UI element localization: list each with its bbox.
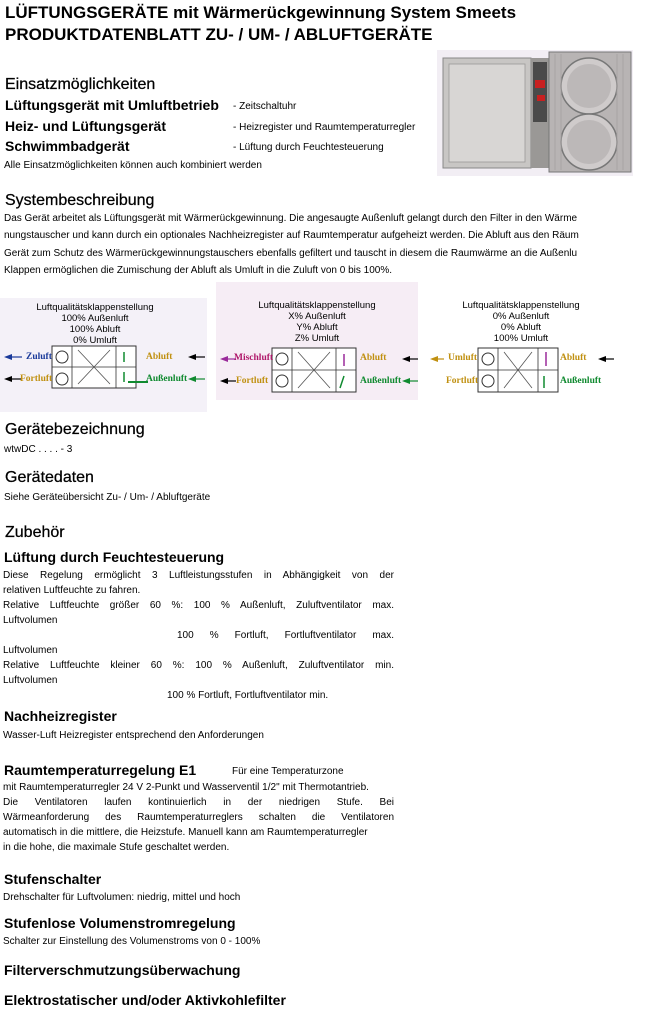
diagram-2-left-top: Mischluft [234, 353, 274, 363]
feuchte-line-8: Luftvolumen [3, 675, 58, 686]
diagram-1-line-2: 100% Abluft [69, 324, 121, 335]
diagram-3-left-bottom: Fortluft [446, 376, 479, 386]
feuchte-line-7: Relative Luftfeuchte kleiner 60 %: 100 % Außenluft, Zuluftventilator min. [3, 660, 394, 671]
nachheiz-heading: Nachheizregister [4, 708, 117, 724]
raumtemp-line-3: Wärmeanforderung des Raumtemperaturreglers schalten die Ventilatoren [3, 812, 394, 823]
diagram-3-right-bottom: Außenluft [560, 376, 602, 386]
diagram-1-line-3: 0% Umluft [73, 335, 117, 346]
system-text [4, 210, 626, 279]
raumtemp-line-1: mit Raumtemperaturregler 24 V 2-Punkt und Wasserventil 1/2" mit Thermotantrieb. [3, 782, 369, 793]
title-line-1: LÜFTUNGSGERÄTE mit Wärmerückgewinnung System Smeets [5, 3, 517, 22]
diagram-2-line-2: Y% Abluft [296, 322, 338, 333]
diagram-2-line-3: Z% Umluft [294, 333, 340, 344]
feuchte-line-1: Diese Regelung ermöglicht 3 Luftleistungsstufen in Abhängigkeit von der [3, 570, 394, 581]
einsatz-item-3-name: Schwimmbadgerät [5, 138, 130, 154]
geraetedaten-heading: Gerätedaten [5, 469, 94, 486]
feuchte-line-2: relativen Luftfeuchte zu fahren. [3, 585, 141, 596]
diagram-1 [0, 298, 207, 412]
diagram-1-line-1: 100% Außenluft [61, 313, 129, 324]
diagram-2-title: Luftqualitätsklappenstellung [258, 300, 376, 311]
system-line-3: Gerät zum Schutz des Wärmerückgewinnungstauschers ebenfalls gefiltert und tauscht in diesem die Raumwärme an die Außenlu [4, 247, 578, 259]
einsatz-note: Alle Einsatzmöglichkeiten können auch kombiniert werden [4, 160, 262, 171]
filter-heading: Filterverschmutzungsüberwachung [4, 962, 241, 978]
feuchte-line-9: 100 % Fortluft, Fortluftventilator min. [167, 690, 329, 701]
diagram-1-left-bottom: Fortluft [20, 374, 53, 384]
einsatz-item-2-desc: - Heizregister und Raumtemperaturregler [233, 122, 416, 133]
diagram-1-right-top: Abluft [146, 352, 173, 362]
diagram-2-line-1: X% Außenluft [288, 311, 346, 322]
raumtemp-line-5: in die hohe, die maximale Stufe geschaltet werden. [3, 842, 230, 853]
feuchte-line-6: Luftvolumen [3, 645, 58, 656]
diagram-2 [216, 282, 418, 400]
diagram-1-title: Luftqualitätsklappenstellung [36, 302, 154, 313]
raumtemp-subtitle: Für eine Temperaturzone [232, 766, 344, 777]
diagram-2-right-bottom: Außenluft [360, 376, 402, 386]
diagram-3-line-2: 0% Abluft [500, 322, 542, 333]
diagram-1-left-top: Zuluft [26, 352, 52, 362]
einsatz-item-2-name: Heiz- und Lüftungsgerät [5, 118, 166, 134]
diagram-3-title: Luftqualitätsklappenstellung [462, 300, 580, 311]
raumtemp-heading: Raumtemperaturregelung E1 [4, 762, 197, 778]
diagram-3-left-top: Umluft [448, 353, 478, 363]
system-line-4: Klappen ermöglichen die Zumischung der Abluft als Umluft in die Zuluft von 0 bis 100%. [4, 264, 392, 276]
diagram-2-left-bottom: Fortluft [236, 376, 269, 386]
raumtemp-line-2: Die Ventilatoren laufen kontinuierlich in der niedrigen Stufe. Bei [3, 797, 394, 808]
diagram-3 [428, 298, 614, 398]
zubehoer-heading: Zubehör [5, 524, 65, 541]
raumtemp-line-4: automatisch in die mittlere, die Heizstufe. Manuell kann am Raumtemperaturregler [3, 827, 368, 838]
einsatz-item-1-desc: - Zeitschaltuhr [233, 101, 297, 112]
geraetebezeichnung-heading: Gerätebezeichnung [5, 421, 145, 438]
feuchte-line-5: 100 % Fortluft, Fortluftventilator max. [177, 630, 394, 641]
title-line-2: PRODUKTDATENBLATT ZU- / UM- / ABLUFTGERÄTE [5, 25, 433, 44]
system-line-1: Das Gerät arbeitet als Lüftungsgerät mit Wärmerückgewinnung. Die angesaugte Außenluft gelangt durch den Filter in den Wärme [4, 213, 578, 224]
einsatz-heading: Einsatzmöglichkeiten [5, 76, 156, 93]
einsatz-item-3-desc: - Lüftung durch Feuchtesteuerung [233, 142, 384, 153]
geraetebezeichnung-value: wtwDC . . . . - 3 [4, 444, 73, 455]
feuchte-line-4: Luftvolumen [3, 615, 58, 626]
diagram-2-right-top: Abluft [360, 353, 387, 363]
diagram-3-line-3: 100% Umluft [493, 333, 549, 344]
einsatz-item-1-name: Lüftungsgerät mit Umluftbetrieb [5, 97, 219, 113]
feuchte-heading: Lüftung durch Feuchtesteuerung [4, 549, 225, 565]
stufenlos-heading: Stufenlose Volumenstromregelung [4, 915, 236, 931]
diagram-3-line-1: 0% Außenluft [492, 311, 550, 322]
diagram-1-right-bottom: Außenluft [146, 374, 188, 384]
stufenlos-text: Schalter zur Einstellung des Volumenstroms von 0 - 100% [3, 936, 261, 947]
elektro-heading: Elektrostatischer und/oder Aktivkohlefilter [4, 992, 286, 1008]
stufenschalter-text: Drehschalter für Luftvolumen: niedrig, mittel und hoch [3, 892, 241, 903]
system-line-2: nungstauscher und kann durch ein optionales Nachheizregister auf Raumtemperatur aufgeheizt werden. Die Abluft aus den Räum [4, 230, 579, 242]
feuchte-line-3: Relative Luftfeuchte größer 60 %: 100 % Außenluft, Zuluftventilator max. [3, 600, 394, 611]
nachheiz-text: Wasser-Luft Heizregister entsprechend den Anforderungen [3, 730, 264, 741]
system-heading: Systembeschreibung [5, 192, 155, 209]
diagram-3-right-top: Abluft [560, 353, 587, 363]
stufenschalter-heading: Stufenschalter [4, 871, 102, 887]
geraetedaten-text: Siehe Geräteübersicht Zu- / Um- / Abluftgeräte [4, 492, 211, 503]
product-photo [437, 50, 633, 176]
